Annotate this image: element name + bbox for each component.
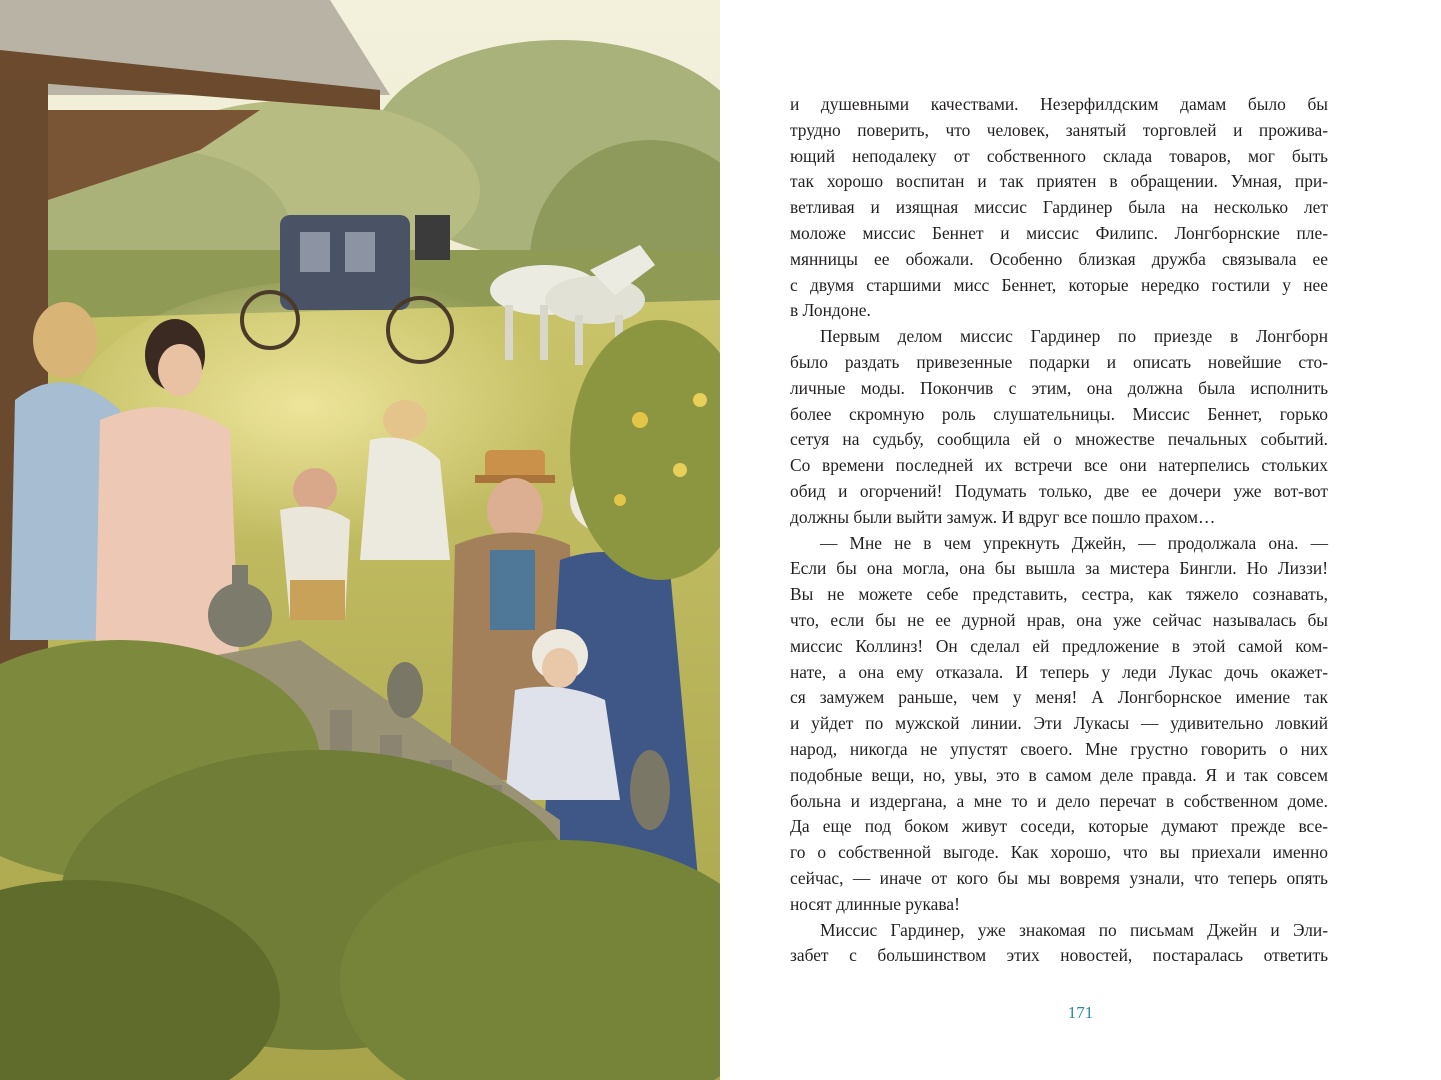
text-line: больна и издергана, а мне то и дело перечат в собственном доме. bbox=[790, 790, 1328, 811]
text-line: Первым делом миссис Гардинер по приезде в Лонгборн bbox=[820, 326, 1328, 347]
text-line: трудно поверить, что человек, занятый торговлей и прожива- bbox=[790, 119, 1328, 140]
text-line: Да еще под боком живут соседи, которые думают прежде все- bbox=[790, 816, 1328, 837]
illustration-garden-scene bbox=[0, 0, 720, 1080]
text-line: носят длинные рукава! bbox=[790, 893, 960, 914]
text-line: сейчас, — иначе от кого бы мы вовремя узнали, что теперь опять bbox=[790, 867, 1328, 888]
text-line: Вы не можете себе представить, сестра, как тяжело сознавать, bbox=[790, 584, 1328, 605]
text-line: так хорошо воспитан и так приятен в обращении. Умная, при- bbox=[790, 171, 1328, 192]
text-line: миссис Коллинз! Он сделал ей предложение в этой самой ком- bbox=[790, 635, 1328, 656]
text-line: мянницы ее обожали. Особенно близкая дружба связывала ее bbox=[790, 248, 1328, 269]
text-line: ветливая и изящная миссис Гардинер была на несколько лет bbox=[790, 197, 1328, 218]
text-line: и уйдет по мужской линии. Эти Лукасы — удивительно ловкий bbox=[790, 713, 1328, 734]
text-line: ющий неподалеку от собственного склада товаров, мог быть bbox=[790, 145, 1328, 166]
text-line: с двумя старшими мисс Беннет, которые нередко гостили у нее bbox=[790, 274, 1328, 295]
text-line: народ, никогда не упустят своего. Мне грустно говорить о них bbox=[790, 738, 1328, 759]
text-line: подобные вещи, но, увы, это в самом деле правда. Я и так совсем bbox=[790, 764, 1328, 785]
page-number: 171 bbox=[1067, 1003, 1094, 1022]
text-line: было раздать привезенные подарки и описать новейшие сто- bbox=[790, 351, 1328, 372]
text-line: в Лондоне. bbox=[790, 300, 871, 321]
text-line: моложе миссис Беннет и миссис Филипс. Лонгборнские пле- bbox=[790, 222, 1328, 243]
text-line: что, если бы не ее дурной нрав, она уже сейчас называлась бы bbox=[790, 609, 1328, 630]
text-line: личные моды. Покончив с этим, она должна была исполнить bbox=[790, 377, 1328, 398]
text-line: и душевными качествами. Незерфилдским дамам было бы bbox=[790, 94, 1328, 114]
text-line: ся замужем раньше, чем у меня! А Лонгборнское имение так bbox=[790, 687, 1328, 708]
text-page bbox=[720, 0, 1441, 1080]
illustration-svg bbox=[0, 0, 720, 1080]
text-line: более скромную роль слушательницы. Миссис Беннет, горько bbox=[790, 403, 1328, 424]
text-line: го о собственной выгоде. Как хорошо, что вы приехали именно bbox=[790, 842, 1328, 863]
text-line: забет с большинством этих новостей, постаралась ответить bbox=[790, 945, 1328, 966]
text-line: сетуя на судьбу, сообщила ей о множестве печальных событий. bbox=[790, 429, 1328, 450]
text-line: должны были выйти замуж. И вдруг все пошло прахом… bbox=[790, 506, 1216, 527]
text-line: Если бы она могла, она бы вышла за мистера Бингли. Но Лиззи! bbox=[790, 558, 1328, 579]
text-line: Миссис Гардинер, уже знакомая по письмам Джейн и Эли- bbox=[820, 919, 1328, 940]
text-line: нате, а она ему отказала. И теперь у леди Лукас дочь окажет- bbox=[790, 661, 1328, 682]
text-line: — Мне не в чем упрекнуть Джейн, — продолжала она. — bbox=[820, 532, 1328, 553]
text-line: Со времени последней их встречи все они натерпелись стольких bbox=[790, 455, 1328, 476]
body-text bbox=[790, 92, 1328, 969]
text-line: обид и огорчений! Подумать только, две ее дочери уже вот-вот bbox=[790, 480, 1328, 501]
